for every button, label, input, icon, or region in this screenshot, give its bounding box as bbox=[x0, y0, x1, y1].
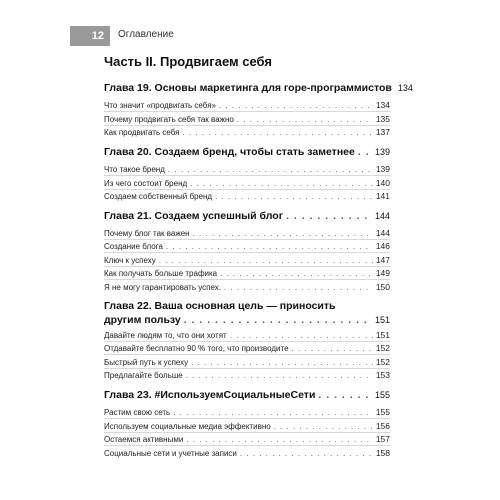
section-title: Как получать больше трафика bbox=[104, 269, 218, 278]
section-title: Растим свою сеть bbox=[104, 408, 171, 417]
leader-dots bbox=[159, 256, 373, 265]
leader-dots bbox=[240, 449, 373, 458]
section-entry[interactable] bbox=[104, 114, 390, 124]
leader-dots bbox=[193, 229, 373, 238]
leader-dots bbox=[186, 435, 373, 444]
section-title: Что значит «продвигать себя» bbox=[104, 101, 216, 110]
divider bbox=[104, 354, 390, 355]
chapter-entry[interactable] bbox=[104, 82, 413, 94]
leader-dots bbox=[224, 283, 373, 292]
section-page: 152 bbox=[375, 343, 390, 353]
chapter-title: Глава 19. Основы маркетинга для горе-программистов bbox=[104, 82, 392, 94]
section-page: 137 bbox=[375, 127, 390, 137]
divider bbox=[104, 252, 390, 253]
section-title: Используем социальные медиа эффективно bbox=[104, 422, 271, 431]
section-title: Создаем собственный бренд bbox=[104, 192, 213, 201]
chapter-title-line1[interactable]: Глава 22. Ваша основная цель — приносить bbox=[104, 300, 336, 312]
section-entry[interactable] bbox=[104, 343, 390, 353]
leader-dots bbox=[190, 179, 373, 188]
chapter-title: другим пользу bbox=[104, 314, 181, 326]
section-entry[interactable] bbox=[104, 178, 390, 188]
section-title: Что такое бренд bbox=[104, 165, 165, 174]
section-page: 157 bbox=[375, 434, 390, 444]
section-page: 139 bbox=[375, 164, 390, 174]
divider bbox=[104, 341, 390, 342]
section-page: 135 bbox=[375, 114, 390, 124]
divider bbox=[104, 266, 390, 267]
chapter-entry[interactable] bbox=[104, 389, 390, 401]
leader-dots bbox=[168, 165, 373, 174]
section-entry[interactable] bbox=[104, 255, 390, 265]
leader-dots bbox=[184, 314, 372, 326]
leader-dots bbox=[358, 146, 372, 158]
section-page: 150 bbox=[375, 282, 390, 292]
section-title: Отдавайте бесплатно 90 % того, что производите bbox=[104, 344, 289, 353]
section-entry[interactable] bbox=[104, 448, 390, 458]
section-title: Предлагайте больше bbox=[104, 371, 183, 380]
chapter-page: 144 bbox=[374, 211, 390, 221]
section-page: 152 bbox=[375, 357, 390, 367]
leader-dots bbox=[292, 344, 373, 353]
section-title: Почему блог так важен bbox=[104, 229, 190, 238]
running-header bbox=[0, 26, 500, 46]
divider bbox=[104, 175, 390, 176]
section-page: 156 bbox=[375, 421, 390, 431]
leader-dots bbox=[191, 358, 373, 367]
divider bbox=[104, 239, 390, 240]
section-page: 153 bbox=[375, 370, 390, 380]
section-entry[interactable] bbox=[104, 282, 390, 292]
chapter-page: 151 bbox=[374, 315, 390, 325]
leader-dots bbox=[186, 371, 373, 380]
divider bbox=[104, 445, 390, 446]
section-entry[interactable] bbox=[104, 127, 390, 137]
chapter-title: Глава 20. Создаем бренд, чтобы стать заметнее bbox=[104, 146, 355, 158]
chapter-title: Глава 23. #ИспользуемСоциальныеСети bbox=[104, 389, 316, 401]
divider bbox=[104, 125, 390, 126]
section-title: Социальные сети и учетные записи bbox=[104, 449, 237, 458]
page-number: 12 bbox=[70, 26, 110, 46]
section-page: 147 bbox=[375, 255, 390, 265]
divider bbox=[104, 418, 390, 419]
leader-dots bbox=[220, 269, 373, 278]
divider bbox=[104, 111, 390, 112]
leader-dots bbox=[215, 192, 373, 201]
leader-dots bbox=[182, 128, 372, 137]
leader-dots bbox=[318, 389, 372, 401]
section-page: 158 bbox=[375, 448, 390, 458]
leader-dots bbox=[173, 408, 373, 417]
chapter-title: Глава 21. Создаем успешный блог bbox=[104, 210, 284, 222]
section-page: 149 bbox=[375, 268, 390, 278]
part-title: Часть II. Продвигаем себя bbox=[104, 54, 272, 69]
section-entry[interactable] bbox=[104, 228, 390, 238]
divider bbox=[104, 432, 390, 433]
chapter-page: 134 bbox=[397, 83, 413, 93]
divider bbox=[104, 189, 390, 190]
section-entry[interactable] bbox=[104, 100, 390, 110]
section-entry[interactable] bbox=[104, 191, 390, 201]
leader-dots bbox=[166, 242, 373, 251]
section-page: 151 bbox=[375, 330, 390, 340]
section-entry[interactable] bbox=[104, 164, 390, 174]
leader-dots bbox=[219, 101, 373, 110]
section-entry[interactable] bbox=[104, 421, 390, 431]
chapter-entry[interactable] bbox=[104, 146, 390, 158]
section-page: 141 bbox=[375, 191, 390, 201]
divider bbox=[104, 279, 390, 280]
section-title: Быстрый путь к успеху bbox=[104, 358, 189, 367]
leader-dots bbox=[237, 115, 373, 124]
chapter-page: 155 bbox=[374, 390, 390, 400]
chapter-entry[interactable] bbox=[104, 210, 390, 222]
section-title: Почему продвигать себя так важно bbox=[104, 115, 234, 124]
section-page: 144 bbox=[375, 228, 390, 238]
section-entry[interactable] bbox=[104, 370, 390, 380]
chapter-entry[interactable] bbox=[104, 314, 390, 326]
section-title: Я не могу гарантировать успех. bbox=[104, 283, 221, 292]
section-entry[interactable] bbox=[104, 268, 390, 278]
section-title: Ключ к успеху bbox=[104, 256, 156, 265]
section-entry[interactable] bbox=[104, 407, 390, 417]
section-title: Создание блога bbox=[104, 242, 163, 251]
header-title: Оглавление bbox=[118, 29, 174, 40]
divider bbox=[104, 368, 390, 369]
section-entry[interactable] bbox=[104, 330, 390, 340]
chapter-page: 139 bbox=[374, 147, 390, 157]
leader-dots bbox=[230, 331, 373, 340]
section-entry[interactable] bbox=[104, 241, 390, 251]
section-title: Остаемся активными bbox=[104, 435, 184, 444]
section-page: 146 bbox=[375, 241, 390, 251]
section-page: 134 bbox=[375, 100, 390, 110]
section-page: 140 bbox=[375, 178, 390, 188]
section-title: Давайте людям то, что они хотят bbox=[104, 331, 227, 340]
section-entry[interactable] bbox=[104, 357, 390, 367]
section-entry[interactable] bbox=[104, 434, 390, 444]
section-title: Как продвигать себя bbox=[104, 128, 180, 137]
section-title: Из чего состоит бренд bbox=[104, 179, 188, 188]
leader-dots bbox=[286, 210, 372, 222]
section-page: 155 bbox=[375, 407, 390, 417]
leader-dots bbox=[274, 422, 373, 431]
